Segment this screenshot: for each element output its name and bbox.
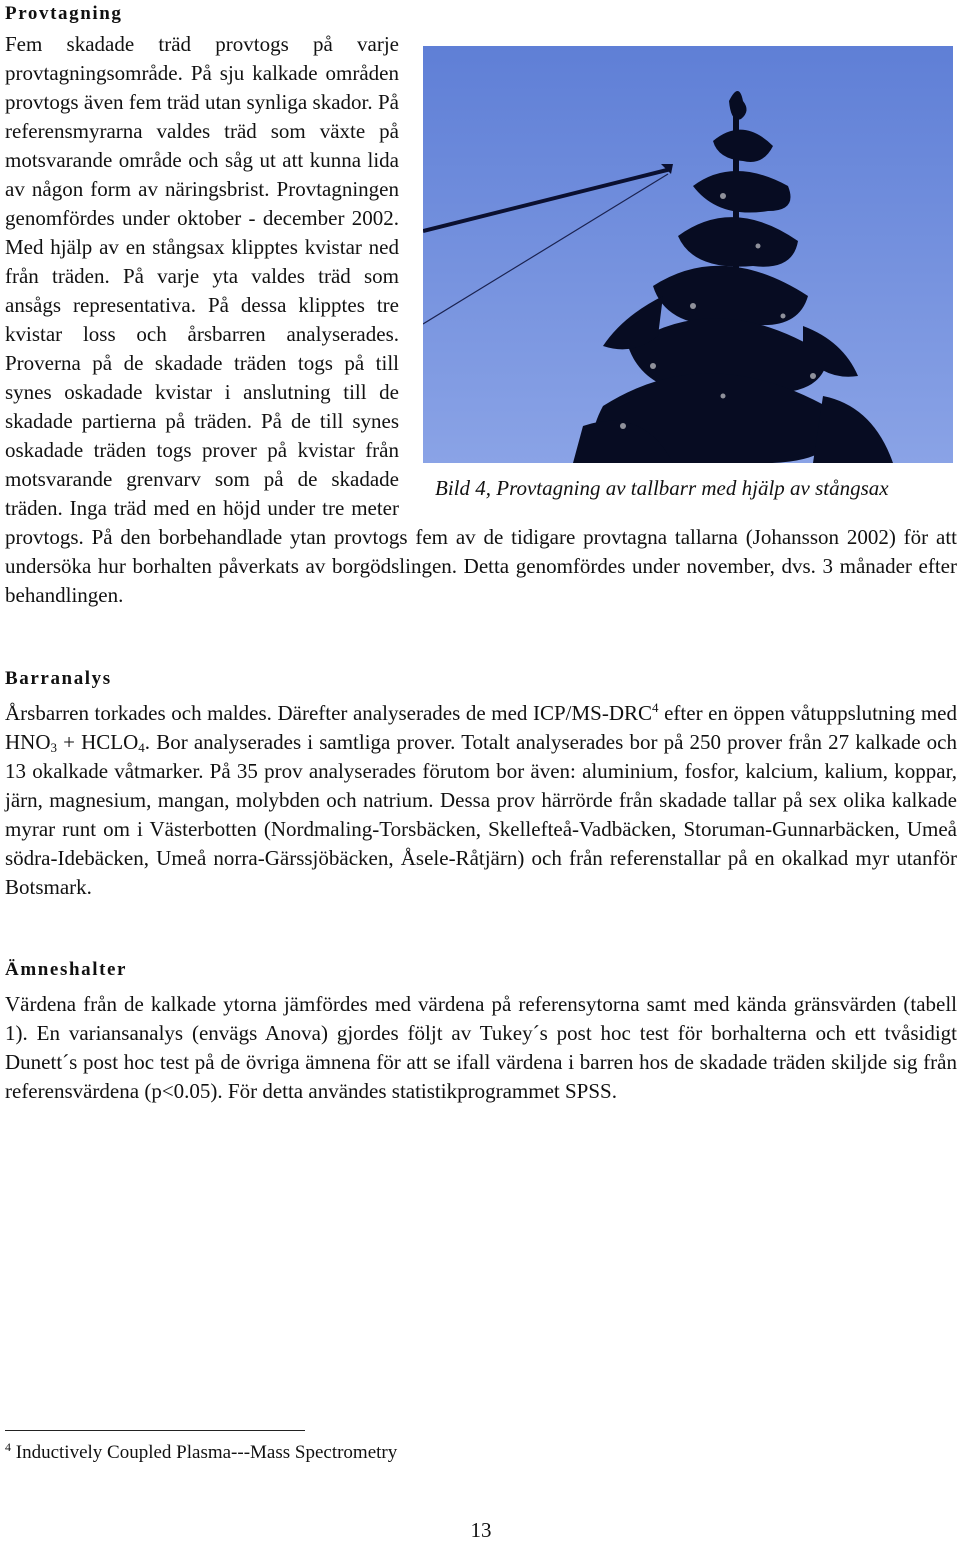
section-provtagning [5,2,957,610]
footnote-number: 4 [5,1440,11,1454]
page-number: 13 [470,1518,492,1542]
paragraph-provtagning: Fem skadade träd provtogs på varje provtagningsområde. På sju kalkade områden provtogs även fem träd utan synliga skador. På referensmyrarna valdes träd som växte på motsvarande område och såg ut att kunna lida av någon form av näringsbrist. Provtagningen genomfördes under oktober - december 2002. Med hjälp av en stångsax klipptes kvistar ned från träden. På varje yta valdes träd som ansågs representativa. På dessa klipptes tre kvistar loss och årsbarren analyserades. Proverna på de skadade träden togs på till synes oskadade kvistar i anslutning till de skadade partierna på träden. På de till synes oskadade träden togs prover på kvistar från motsvarande grenvarv som på de skadade träden. Inga träd med en höjd under tre meter provtogs. På den borbehandlade ytan provtogs fem av de tidigare provtagna tallarna (Johansson 2002) för att undersöka hur borhalten påverkats av borgödslingen. Detta genomfördes under november, dvs. 3 månader efter behandlingen. [5,32,957,607]
footnote-reference: 4 [652,700,659,715]
subscript-4: 4 [138,740,145,755]
footnote-text: Inductively Coupled Plasma---Mass Spectrometry [15,1442,398,1463]
barranalys-text-1: Årsbarren torkades och maldes. Därefter analyserades de med ICP/MS-DRC [5,701,653,725]
section-barranalys [5,667,957,902]
tree-photo [423,46,953,463]
section-heading-barranalys: Barranalys [5,668,112,689]
footnote [5,1441,397,1465]
subscript-3: 3 [50,740,57,755]
paragraph-amneshalter: Värdena från de kalkade ytorna jämfördes med värdena på referensytorna samt med kända gränsvärden (tabell 1). En variansanalys (envägs Anova) gjordes följt av Tukey´s post hoc test för borhalterna och ett tvåsidigt Dunett´s post hoc test på de övriga ämnena för att se ifall värdena i barren hos de skadade träden skiljde sig från referensvärdena (p<0.05). För detta användes statistikprogrammet SPSS. [5,992,957,1103]
barranalys-text-3: + HCLO [57,730,139,754]
barranalys-text-2: efter en öppen våtuppslutning med HNO [5,701,957,754]
figure-caption: Bild 4, Provtagning av tallbarr med hjälp av stångsax [435,476,889,500]
barranalys-text-4: . Bor analyserades i samtliga prover. Totalt analyserades bor på 250 prover från 27 kalkade och 13 okalkade våtmarker. På 35 prov analyserades förutom bor även: aluminium, fosfor, kalcium, kalium, koppar, järn, magnesium, mangan, molybden och natrium. Dessa prov härrörde från skadade tallar på sex olika kalkade myrar runt om i Västerbotten (Nordmaling-Torsbäcken, Skellefteå-Vadbäcken, Storuman-Gunnarbäcken, Umeå södra-Idebäcken, Umeå norra-Gärssjöbäcken, Åsele-Råtjärn) och från referenstallar på en okalkad myr utanför Botsmark. [5,730,957,899]
paragraph-barranalys [5,699,957,902]
figure [417,46,957,503]
section-heading-amneshalter: Ämneshalter [5,959,128,980]
footnote-divider [5,1430,305,1431]
section-heading-provtagning: Provtagning [5,3,123,24]
section-amneshalter [5,958,957,1106]
